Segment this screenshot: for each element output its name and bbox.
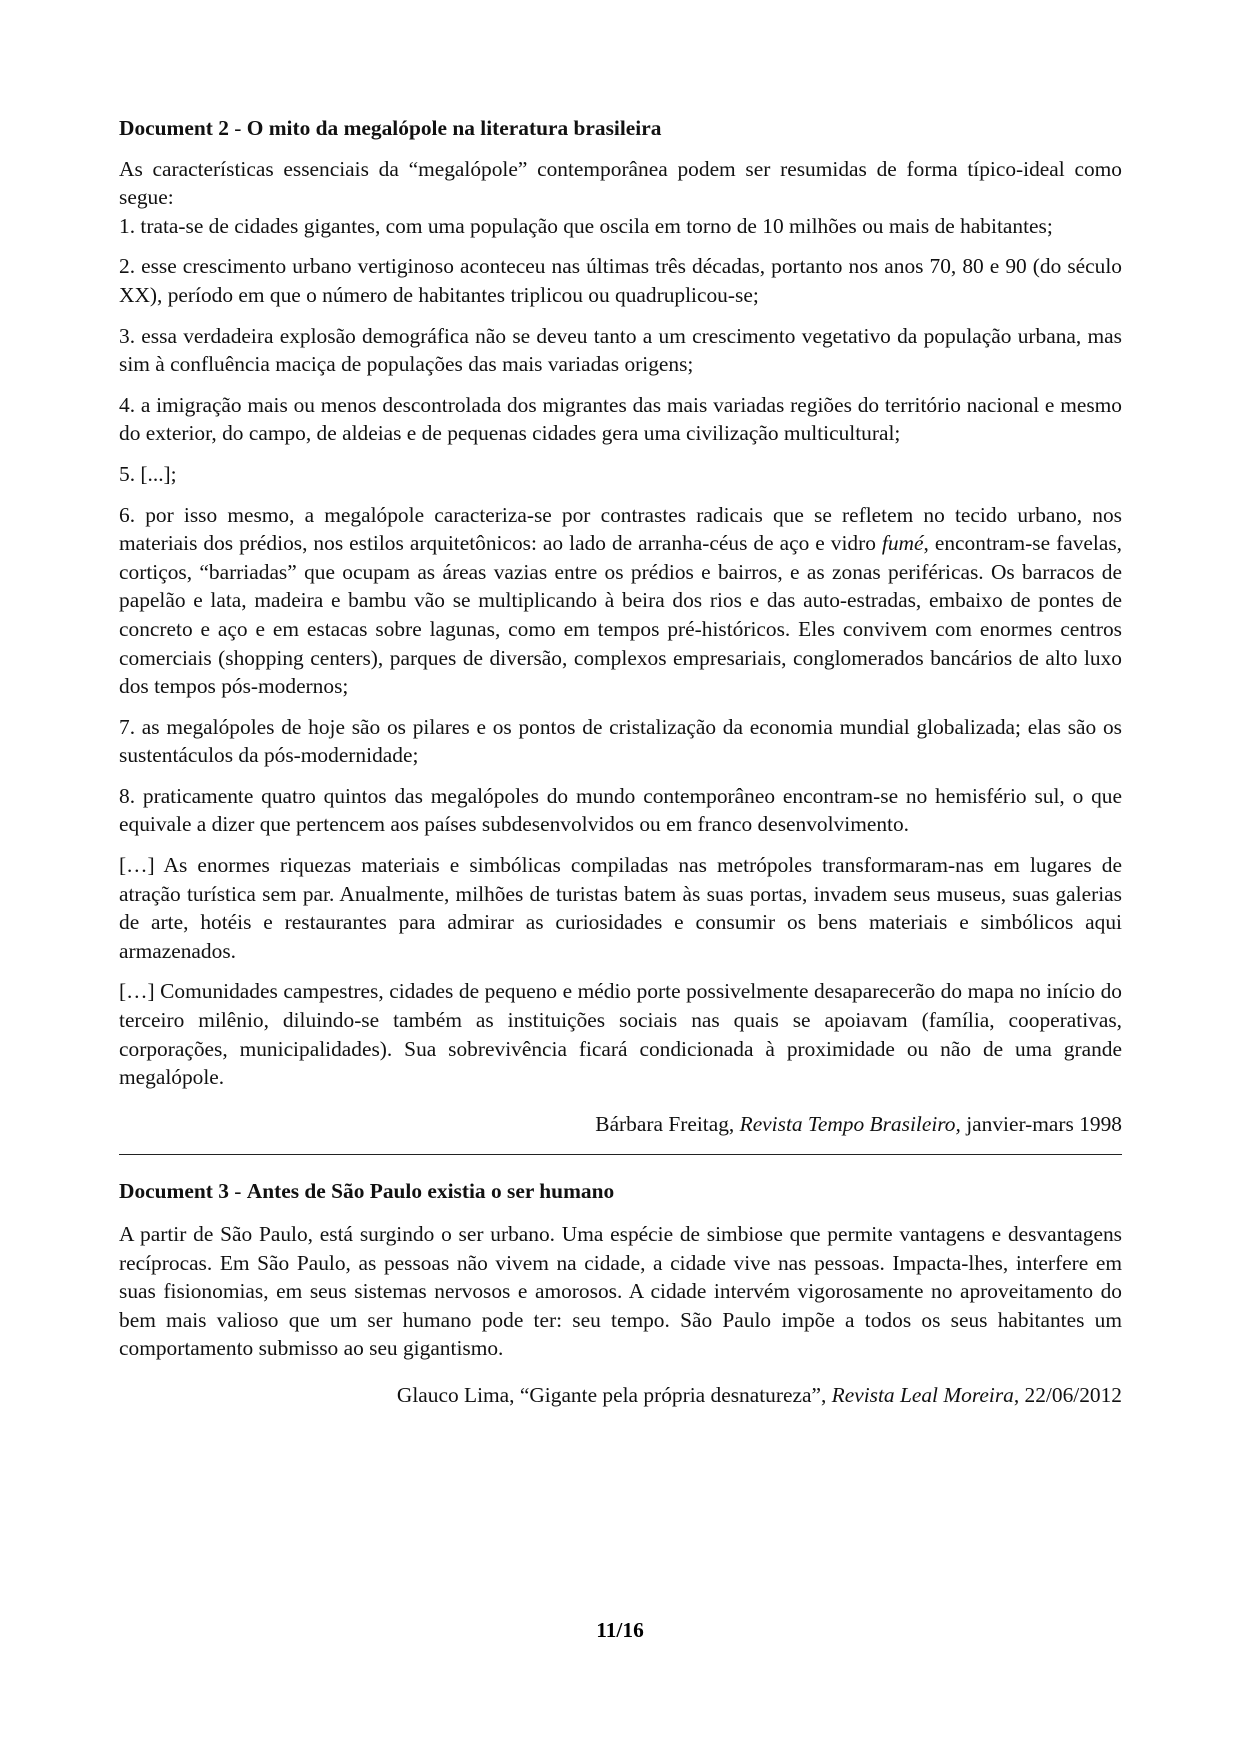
intro-paragraph: As características essenciais da “megalópole” contemporânea podem ser resumidas de forma típico-ideal como segue: [119,156,1122,210]
paragraph: A partir de São Paulo, está surgindo o ser urbano. Uma espécie de simbiose que permite vantagens e desvantagens recíprocas. Em São Paulo, as pessoas não vivem na cidade, a cidade vive nas pessoas. Impacta-lhes, interfere em suas fisionomias, em seus sistemas nervosos e amorosos. A cidade intervém vigorosamente no aproveitamento do bem mais valioso que um ser humano pode ter: seu tempo. São Paulo impõe a todos os seus habitantes um comportamento submisso ao seu gigantismo. [119,1222,1122,1361]
document-2 [119,114,1122,1138]
source-date: janvier-mars 1998 [960,1111,1122,1136]
list-item: 2. esse crescimento urbano vertiginoso aconteceu nas últimas três décadas, portanto nos anos 70, 80 e 90 (do século XX), período em que o número de habitantes triplicou ou quadruplicou-se; [119,254,1122,307]
list-item [119,501,1122,701]
document-2-heading [119,114,1122,143]
doc-title: Antes de São Paulo existia o ser humano [246,1179,615,1204]
document-3-heading [119,1177,1122,1206]
item6-text-b: , encontram-se favelas, cortiços, “barriadas” que ocupam as áreas vazias entre os prédios e bairros, e as zonas periféricas. Os barracos de papelão e lata, madeira e bambu vão se multiplicando à beira dos rios e das auto-estradas, embaixo de pontes de concreto e aço e em estacas sobre lagunas, como em tempos pré-históricos. Eles convivem com enormes centros comerciais (shopping centers), parques de diversão, complexos empresariais, conglomerados bancários de alto luxo dos tempos pós-modernos; [119,531,1122,699]
document-3 [119,1177,1122,1409]
doc-title: O mito da megalópole na literatura brasileira [246,116,662,140]
source-author: Bárbara Freitag, [595,1111,740,1136]
list-item: 4. a imigração mais ou menos descontrolada dos migrantes das mais variadas regiões do território nacional e mesmo do exterior, do campo, de aldeias e de pequenas cidades gera uma civilização multicultural; [119,392,1122,446]
list-item: 7. as megalópoles de hoje são os pilares e os pontos de cristalização da economia mundial globalizada; elas são os sustentáculos da pós-modernidade; [119,714,1122,768]
source-publication: Revista Tempo Brasileiro, [739,1111,961,1136]
list-item: 1. trata-se de cidades gigantes, com uma população que oscila em torno de 10 milhões ou mais de habitantes; [119,213,1053,238]
list-item: 3. essa verdadeira explosão demográfica não se deveu tanto a um crescimento vegetativo da população urbana, mas sim à confluência maciça de populações das mais variadas origens; [119,323,1122,377]
source-publication: Revista Leal Moreira [831,1382,1014,1407]
list-item: 8. praticamente quatro quintos das megalópoles do mundo contemporâneo encontram-se no hemisfério sul, o que equivale a dizer que pertencem aos países subdesenvolvidos ou em franco desenvolvimento. [119,783,1122,837]
document-2-source [119,1110,1122,1139]
source-author: Glauco Lima, “Gigante pela própria desnatureza”, [396,1382,832,1407]
item6-italic-word: fumé [881,531,924,556]
list-item: 5. [...]; [119,461,177,486]
section-divider [119,1154,1122,1155]
doc-label: Document 2 [119,116,229,140]
heading-separator: - [228,1179,247,1204]
document-3-source [119,1381,1122,1410]
paragraph: […] As enormes riquezas materiais e simbólicas compiladas nas metrópoles transformaram-nas em lugares de atração turística sem par. Anualmente, milhões de turistas batem às suas portas, invadem seus museus, suas galerias de arte, hotéis e restaurantes para admirar as curiosidades e consumir os bens materiais e simbólicos aqui armazenados. [119,853,1122,963]
page-content [119,114,1122,1410]
item6-text-a: 6. por isso mesmo, a megalópole caracteriza-se por contrastes radicais que se refletem no tecido urbano, nos materiais dos prédios, nos estilos arquitetônicos: ao lado de arranha-céus de aço e vidro [119,502,1122,556]
source-date: , 22/06/2012 [1013,1382,1122,1407]
doc-label: Document 3 [119,1179,229,1204]
paragraph: […] Comunidades campestres, cidades de pequeno e médio porte possivelmente desaparecerão do mapa no início do terceiro milênio, diluindo-se também as instituições sociais nas quais se apoiavam (família, cooperativas, corporações, municipalidades). Sua sobrevivência ficará condicionada à proximidade ou não de uma grande megalópole. [119,979,1122,1090]
heading-separator: - [228,116,247,140]
page-number: 11/16 [596,1618,644,1642]
